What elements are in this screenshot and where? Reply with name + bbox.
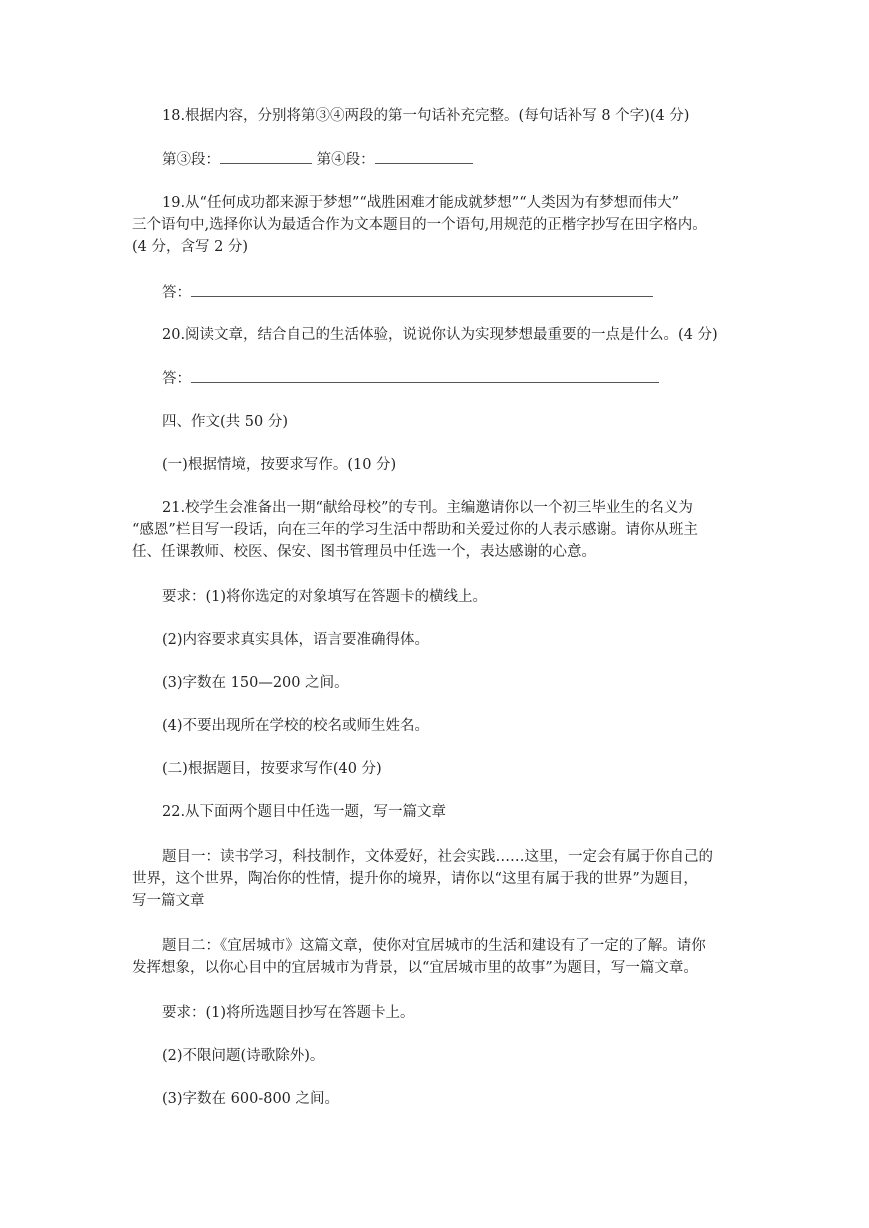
answer-label: 答： bbox=[162, 285, 191, 301]
blank-4-label: 第④段： bbox=[316, 152, 375, 168]
question-22-requirement-2: (2)不限问题(诗歌除外)。 bbox=[162, 1048, 325, 1064]
question-19-line-2: 三个语句中,选择你认为最适合作为文本题目的一个语句,用规范的正楷字抄写在田字格内。 bbox=[132, 217, 707, 233]
question-22-topic-2-line-1: 题目二：《宜居城市》这篇文章，使你对宜居城市的生活和建设有了一定的了解。请你 bbox=[162, 938, 706, 954]
question-21-requirement-2: (2)内容要求真实具体，语言要准确得体。 bbox=[162, 632, 430, 648]
question-18-blanks bbox=[162, 148, 782, 171]
question-21-line-1: 21.校学生会准备出一期“献给母校”的专刊。主编邀请你以一个初三毕业生的名义为 bbox=[162, 500, 693, 516]
question-20: 20.阅读文章，结合自己的生活体验，说说你认为实现梦想最重要的一点是什么。(4 分) bbox=[162, 327, 718, 343]
question-21-requirement-4: (4)不要出现所在学校的校名或师生姓名。 bbox=[162, 718, 430, 734]
question-21-requirement-1: 要求：(1)将你选定的对象填写在答题卡的横线上。 bbox=[162, 589, 488, 605]
answer-line[interactable] bbox=[191, 367, 659, 383]
answer-label: 答： bbox=[162, 371, 191, 387]
section-4-part-1: (一)根据情境，按要求写作。(10 分) bbox=[162, 457, 397, 473]
question-21-line-3: 任、任课教师、校医、保安、图书管理员中任选一个，表达感谢的心意。 bbox=[132, 544, 596, 560]
question-20-answer bbox=[162, 367, 782, 390]
question-22-topic-2-line-2: 发挥想象，以你心目中的宜居城市为背景，以“宜居城市里的故事”为题目，写一篇文章。 bbox=[132, 960, 698, 976]
section-4-heading: 四、作文(共 50 分) bbox=[162, 414, 288, 430]
question-21-line-2: “感恩”栏目写一段话，向在三年的学习生活中帮助和关爱过你的人表示感谢。请你从班主 bbox=[132, 522, 698, 538]
section-4-part-2: (二)根据题目，按要求写作(40 分) bbox=[162, 761, 382, 777]
answer-line[interactable] bbox=[191, 281, 653, 297]
question-19-line-3: (4 分，含写 2 分) bbox=[132, 239, 249, 255]
blank-4-line[interactable] bbox=[375, 148, 473, 164]
question-22-requirement-3: (3)字数在 600-800 之间。 bbox=[162, 1091, 340, 1107]
question-22-topic-1-line-3: 写一篇文章 bbox=[132, 893, 205, 909]
question-22-topic-1-line-2: 世界，这个世界，陶冶你的性情，提升你的境界，请你以“这里有属于我的世界”为题目， bbox=[132, 871, 698, 887]
question-21-requirement-3: (3)字数在 150—200 之间。 bbox=[162, 675, 349, 691]
question-22-intro: 22.从下面两个题目中任选一题，写一篇文章 bbox=[162, 804, 447, 820]
question-18: 18.根据内容，分别将第③④两段的第一句话补充完整。(每句话补写 8 个字)(4 分) bbox=[162, 108, 690, 124]
question-22-requirement-1: 要求：(1)将所选题目抄写在答题卡上。 bbox=[162, 1005, 415, 1021]
question-22-topic-1-line-1: 题目一：读书学习，科技制作，文体爱好，社会实践……这里，一定会有属于你自己的 bbox=[162, 849, 713, 865]
question-19-answer bbox=[162, 281, 782, 304]
blank-3-label: 第③段： bbox=[162, 152, 220, 168]
blank-3-line[interactable] bbox=[220, 148, 312, 164]
question-19-line-1: 19.从“任何成功都来源于梦想”“战胜困难才能成就梦想”“人类因为有梦想而伟大” bbox=[162, 195, 680, 211]
